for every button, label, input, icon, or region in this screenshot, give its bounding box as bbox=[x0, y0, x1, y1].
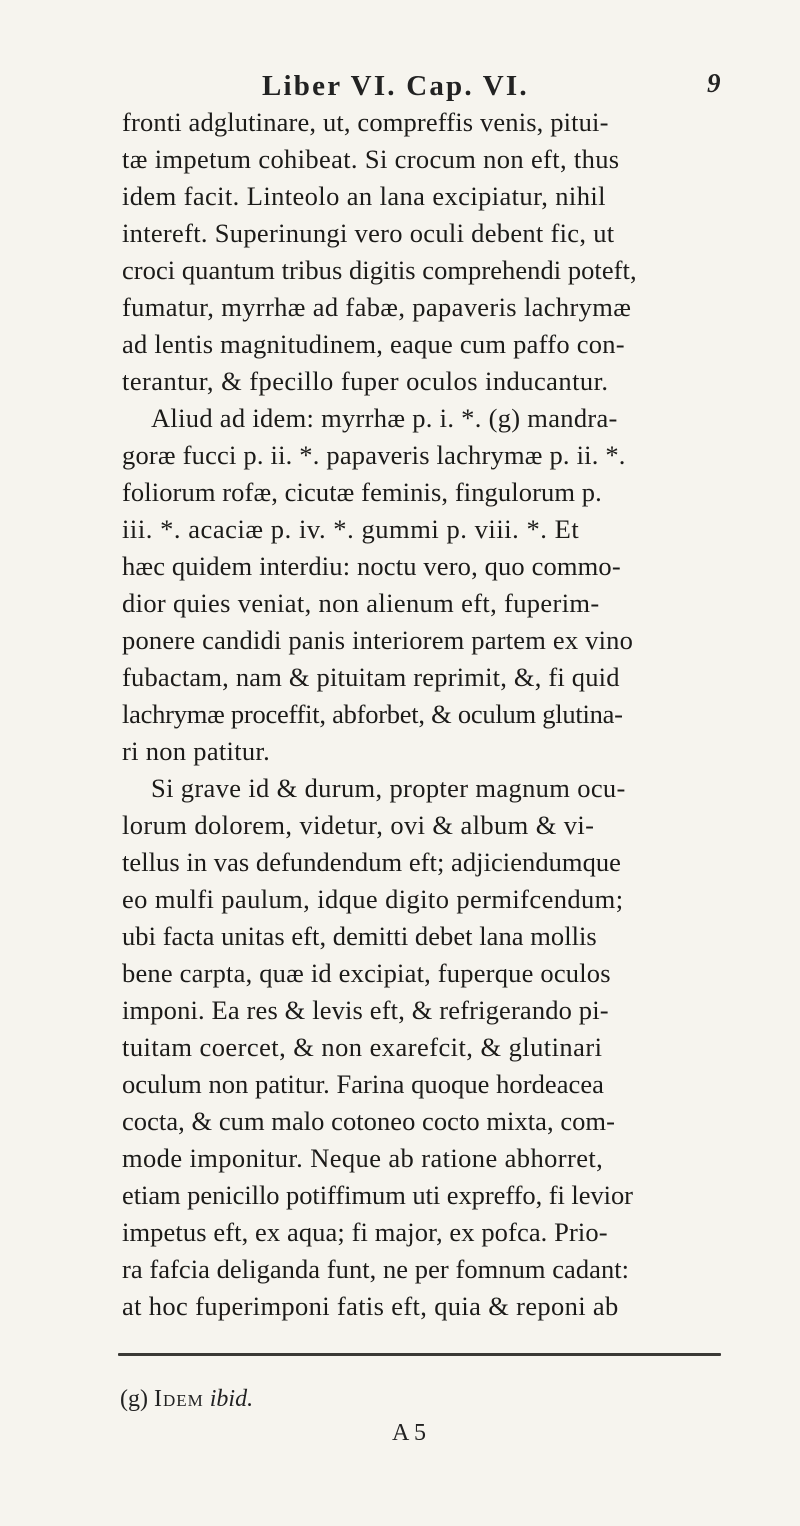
footnote bbox=[120, 1386, 253, 1413]
running-title: Liber VI. Cap. VI. bbox=[262, 70, 529, 102]
text-line: at hoc fuperimponi fatis eft, quia & reponi ab bbox=[122, 1291, 619, 1321]
text-line: fubactam, nam & pituitam reprimit, &, fi quid bbox=[122, 662, 620, 692]
text-line: eo mulfi paulum, idque digito permifcendum; bbox=[122, 884, 624, 914]
text-line: oculum non patitur. Farina quoque hordeacea bbox=[122, 1069, 604, 1099]
text-line: goræ fucci p. ii. *. papaveris lachrymæ p. ii. *. bbox=[122, 440, 626, 470]
footnote-reference: ibid. bbox=[209, 1386, 254, 1412]
text-line: tellus in vas defundendum eft; adjiciendumque bbox=[122, 847, 621, 877]
text-line: fronti adglutinare, ut, compreffis venis, pitui- bbox=[122, 107, 609, 137]
signature-mark: A 5 bbox=[392, 1420, 427, 1446]
text-line: ubi facta unitas eft, demitti debet lana mollis bbox=[122, 921, 597, 951]
text-line: imponi. Ea res & levis eft, & refrigerando pi- bbox=[122, 995, 609, 1025]
text-line: tæ impetum cohibeat. Si crocum non eft, thus bbox=[122, 144, 620, 174]
text-line: Aliud ad idem: myrrhæ p. i. *. (g) mandra- bbox=[151, 403, 618, 433]
footnote-author: Idem bbox=[153, 1386, 204, 1412]
footnote-divider bbox=[118, 1353, 721, 1356]
page-number: 9 bbox=[707, 68, 721, 98]
text-line: impetus eft, ex aqua; fi major, ex pofca. Prio- bbox=[122, 1217, 608, 1247]
text-line: iii. *. acaciæ p. iv. *. gummi p. viii. *. Et bbox=[122, 514, 580, 544]
text-line: tuitam coercet, & non exarefcit, & glutinari bbox=[122, 1032, 603, 1062]
text-line: Si grave id & durum, propter magnum ocu- bbox=[151, 773, 626, 803]
text-line: mode imponitur. Neque ab ratione abhorret, bbox=[122, 1143, 604, 1173]
text-line: ponere candidi panis interiorem partem ex vino bbox=[122, 625, 634, 655]
footnote-marker: (g) bbox=[120, 1386, 148, 1412]
text-line: cocta, & cum malo cotoneo cocto mixta, com- bbox=[122, 1106, 615, 1136]
text-line: dior quies veniat, non alienum eft, fuperim- bbox=[122, 588, 600, 618]
text-line: etiam penicillo potiffimum uti expreffo, fi levior bbox=[122, 1180, 633, 1210]
text-line: foliorum rofæ, cicutæ feminis, fingulorum p. bbox=[122, 477, 602, 507]
text-line: ra fafcia deliganda funt, ne per fomnum cadant: bbox=[122, 1254, 630, 1284]
text-line: fumatur, myrrhæ ad fabæ, papaveris lachrymæ bbox=[122, 292, 632, 322]
text-line: hæc quidem interdiu: noctu vero, quo commo- bbox=[122, 551, 621, 581]
text-line: idem facit. Linteolo an lana excipiatur, nihil bbox=[122, 181, 606, 211]
text-line: ri non patitur. bbox=[122, 736, 271, 766]
text-line: lorum dolorem, videtur, ovi & album & vi- bbox=[122, 810, 595, 840]
text-line: ad lentis magnitudinem, eaque cum paffo con- bbox=[122, 329, 625, 359]
text-line: croci quantum tribus digitis comprehendi poteft, bbox=[122, 255, 637, 285]
text-line: bene carpta, quæ id excipiat, fuperque oculos bbox=[122, 958, 611, 988]
text-line: lachrymæ proceffit, abforbet, & oculum glutina- bbox=[122, 699, 623, 729]
text-line: terantur, & fpecillo fuper oculos inducantur. bbox=[122, 366, 609, 396]
text-line: intereft. Superinungi vero oculi debent fic, ut bbox=[122, 218, 615, 248]
